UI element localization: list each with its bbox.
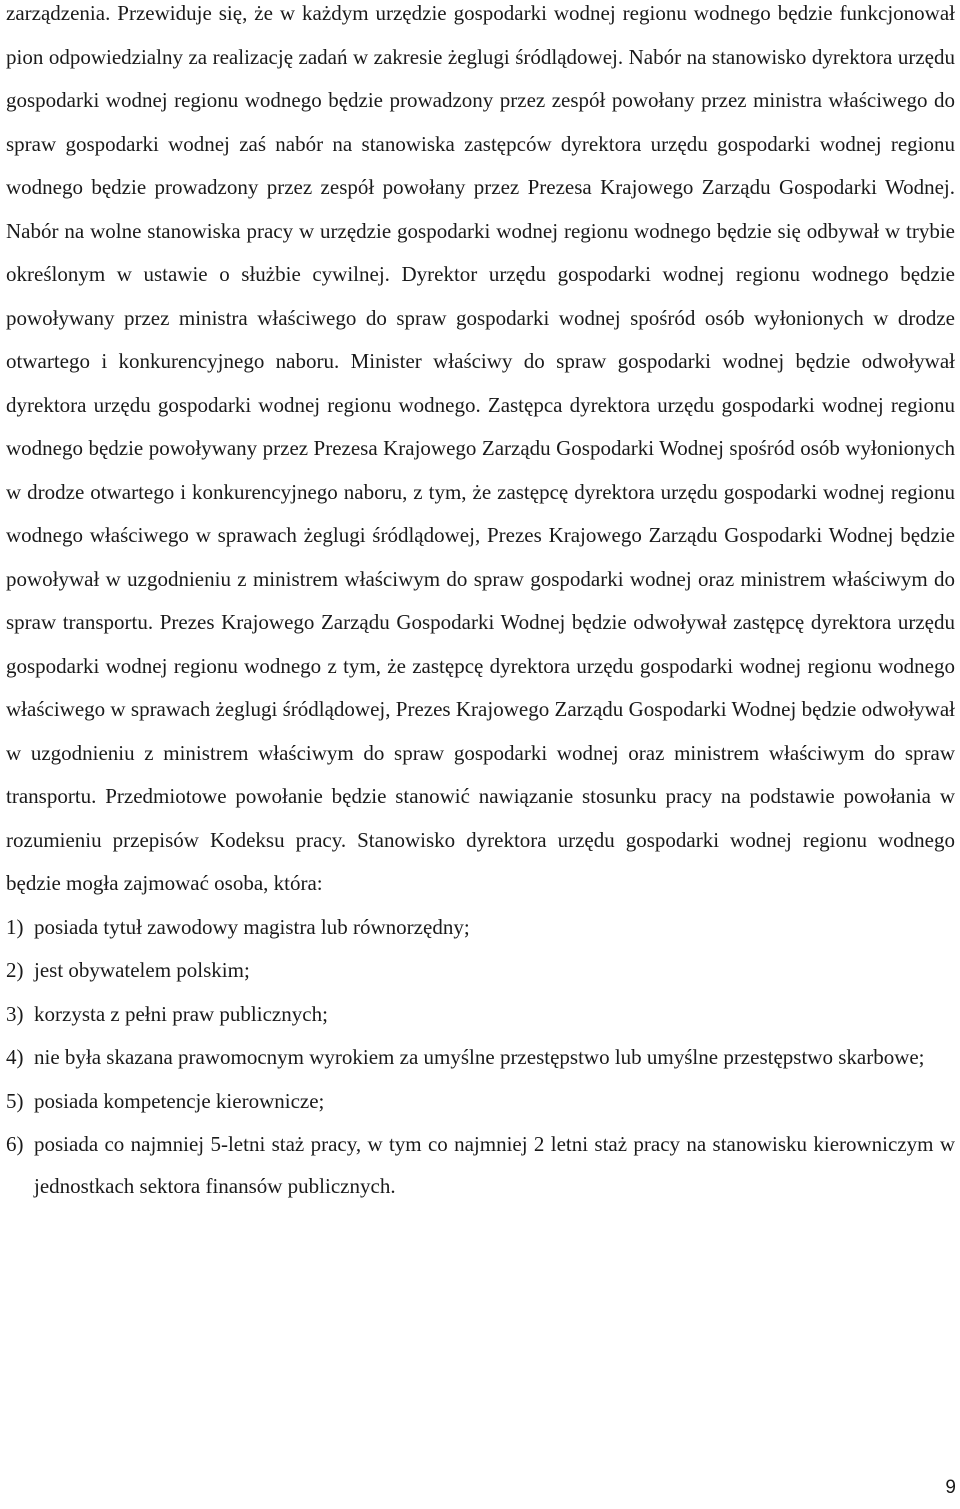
document-page (6, 0, 955, 1207)
list-item (6, 993, 955, 1035)
list-item-text: jest obywatelem polskim; (34, 958, 250, 982)
list-item-text: posiada kompetencje kierownicze; (34, 1088, 325, 1113)
requirements-list (6, 906, 955, 1208)
list-item-number: 3) (6, 1001, 24, 1026)
list-item (6, 949, 955, 991)
list-item-number: 4) (6, 1045, 24, 1069)
list-item (6, 1036, 955, 1078)
list-item-text: posiada tytuł zawodowy magistra lub równorzędny; (34, 914, 470, 939)
list-item (6, 906, 955, 948)
list-item-text: korzysta z pełni praw publicznych; (34, 1001, 328, 1026)
list-item-number: 6) (6, 1132, 24, 1156)
page-number: 9 (945, 1477, 956, 1498)
list-item-text: posiada co najmniej 5-letni staż pracy, w tym co najmniej 2 letni staż pracy na stanowisku kierowniczym w jednostkach sektora finansów publicznych. (34, 1132, 955, 1198)
list-item-number: 2) (6, 958, 24, 982)
list-item (6, 1123, 955, 1207)
list-item-number: 5) (6, 1088, 24, 1113)
body-paragraph: zarządzenia. Przewiduje się, że w każdym urzędzie gospodarki wodnej regionu wodnego będzie funkcjonował pion odpowiedzialny za realizację zadań w zakresie żeglugi śródlądowej. Nabór na stanowisko dyrektora urzędu gospodarki wodnej regionu wodnego będzie prowadzony przez zespół powołany przez ministra właściwego do spraw gospodarki wodnej zaś nabór na stanowiska zastępców dyrektora urzędu gospodarki wodnej regionu wodnego będzie prowadzony przez zespół powołany przez Prezesa Krajowego Zarządu Gospodarki Wodnej. Nabór na wolne stanowiska pracy w urzędzie gospodarki wodnej regionu wodnego będzie się odbywał w trybie określonym w ustawie o służbie cywilnej. Dyrektor urzędu gospodarki wodnej regionu wodnego będzie powoływany przez ministra właściwego do spraw gospodarki wodnej spośród osób wyłonionych w drodze otwartego i konkurencyjnego naboru. Minister właściwy do spraw gospodarki wodnej będzie odwoływał dyrektora urzędu gospodarki wodnej regionu wodnego. Zastępca dyrektora urzędu gospodarki wodnej regionu wodnego będzie powoływany przez Prezesa Krajowego Zarządu Gospodarki Wodnej spośród osób wyłonionych w drodze otwartego i konkurencyjnego naboru, z tym, że zastępcę dyrektora urzędu gospodarki wodnej regionu wodnego właściwego w sprawach żeglugi śródlądowej, Prezes Krajowego Zarządu Gospodarki Wodnej będzie powoływał w uzgodnieniu z ministrem właściwym do spraw gospodarki wodnej oraz ministrem właściwym do spraw transportu. Prezes Krajowego Zarządu Gospodarki Wodnej będzie odwoływał zastępcę dyrektora urzędu gospodarki wodnej regionu wodnego z tym, że zastępcę dyrektora urzędu gospodarki wodnej regionu wodnego właściwego w sprawach żeglugi śródlądowej, Prezes Krajowego Zarządu Gospodarki Wodnej będzie odwoływał w uzgodnieniu z ministrem właściwym do spraw gospodarki wodnej oraz ministrem właściwym do spraw transportu. Przedmiotowe powołanie będzie stanowić nawiązanie stosunku pracy na podstawie powołania w rozumieniu przepisów Kodeksu pracy. Stanowisko dyrektora urzędu gospodarki wodnej regionu wodnego będzie mogła zajmować osoba, która: (6, 1, 955, 895)
list-item (6, 1080, 955, 1122)
list-item-number: 1) (6, 914, 24, 939)
list-item-text: nie była skazana prawomocnym wyrokiem za umyślne przestępstwo lub umyślne przestępstwo skarbowe; (34, 1045, 925, 1069)
